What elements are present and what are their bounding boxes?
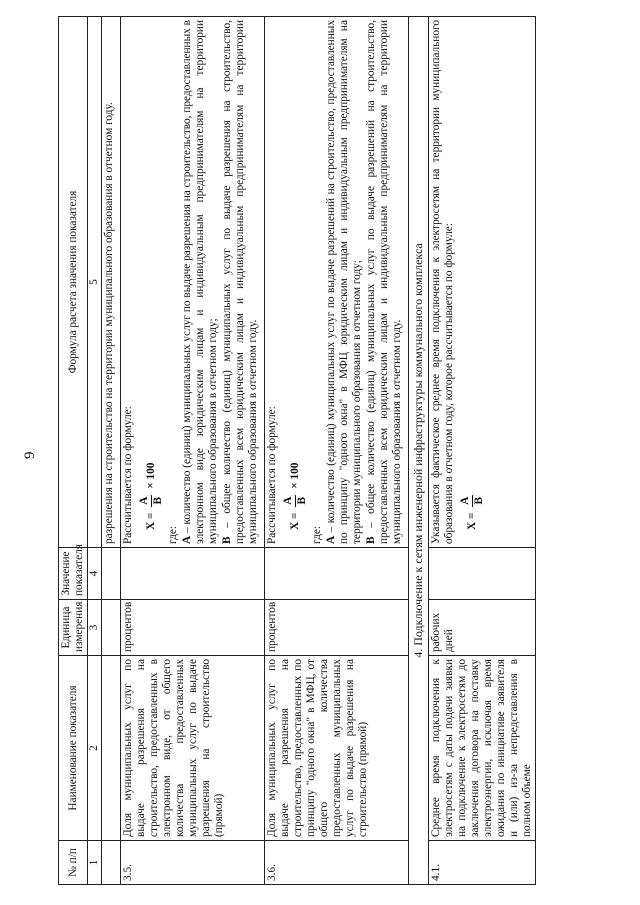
indicator-value <box>429 548 536 600</box>
col-number: 2 <box>88 656 102 841</box>
formula-intro: Указывается фактическое среднее время подключения к электросетям на территории муниципального образования в отчетном году, которое рассчитывается по формуле: <box>430 20 455 544</box>
indicator-formula <box>429 17 536 548</box>
indicator-name: Доля муниципальных услуг по выдаче разрешения на строительство, предоставленных в электронном виде, от общего количества предоставленных муниципальных услуг по выдаче разрешения на строительство (прямой) <box>121 656 265 841</box>
var-a-label: A <box>325 535 337 544</box>
col-number: 3 <box>88 600 102 656</box>
formula-expression <box>280 20 311 544</box>
continuation-formula: разрешения на строительство на территории муниципального образования в отчетном году. <box>102 17 121 548</box>
table-row-3-6 <box>265 17 409 885</box>
var-a-text: – количество (единиц) муниципальных услуг по выдаче разрешения на строительство, предоставленных в электронном виде юридическим лицам и индивидуальным предпринимателям на территории муниципального образования в отчетном году; <box>181 20 219 544</box>
section-title: 4. Подключение к сетям инженерной инфраструктуры коммунального комплекса <box>409 17 429 885</box>
formula-multiplier: × 100 <box>145 462 158 489</box>
formula-def-b <box>221 20 260 544</box>
var-b-label: B <box>365 536 377 544</box>
header-name: Наименование показателя <box>59 656 88 841</box>
header-num: № п/п <box>59 841 88 885</box>
indicator-unit: процентов <box>121 600 265 656</box>
column-numbers-row <box>88 17 102 885</box>
formula-expression <box>457 20 488 544</box>
fraction-denominator: B <box>152 496 164 505</box>
fraction <box>282 495 309 507</box>
formula-def-b <box>365 20 404 544</box>
row-number: 4.1. <box>429 841 536 885</box>
formula-x: X = <box>466 512 479 530</box>
table-row-3-5 <box>121 17 265 885</box>
var-a-text: – количество (единиц) муниципальных услуг по выдаче разрешений на строительство, предоставленных по принципу "одного окна" в МФЦ юридическим лицам и индивидуальным предпринимателям на территории муниципального образования в отчетном году; <box>325 20 363 544</box>
fraction-numerator: A <box>282 496 294 505</box>
col-number: 4 <box>88 548 102 600</box>
row-number: 3.6. <box>265 841 409 885</box>
formula-expression <box>136 20 167 544</box>
indicator-unit: процентов <box>265 600 409 656</box>
indicator-value <box>265 548 409 600</box>
formula-x: X = <box>289 512 302 530</box>
indicator-name: Доля муниципальных услуг по выдаче разрешения на строительство, предоставленных по принципу "одного окна" в МФЦ, от общего количества предоставленных муниципальных услуг по выдаче разрешения на строительство (прямой) <box>265 656 409 841</box>
section-row <box>409 17 429 885</box>
col-number: 1 <box>88 841 102 885</box>
page-number: 9 <box>22 451 38 459</box>
col-number: 5 <box>88 17 102 548</box>
row-number: 3.5. <box>121 841 265 885</box>
table-row-continuation <box>102 17 121 885</box>
indicator-name: Среднее время подключения к электросетям с даты подачи заявки на подключение к электросетям до заключения договора на поставку электроэнергии, исключая время ожидания по инициативе заявителя и (или) из-за непредставления в полном объеме <box>429 656 536 841</box>
var-a-label: A <box>181 535 193 544</box>
indicators-table <box>58 16 536 885</box>
formula-def-a <box>181 20 220 544</box>
fraction-numerator: A <box>459 496 471 505</box>
indicator-formula <box>121 17 265 548</box>
fraction-denominator: B <box>473 496 485 505</box>
table-row-4-1 <box>429 17 536 885</box>
indicator-value <box>121 548 265 600</box>
indicator-formula <box>265 17 409 548</box>
indicator-unit: рабочих дней <box>429 600 536 656</box>
fraction-denominator: B <box>296 496 308 505</box>
header-row <box>59 17 88 885</box>
formula-intro: Рассчитывается по формуле: <box>266 406 278 544</box>
header-value: Значение показателя <box>59 548 88 600</box>
fraction-numerator: A <box>138 496 150 505</box>
fraction <box>138 495 165 507</box>
formula-x: X = <box>145 512 158 530</box>
formula-where: где: <box>167 526 179 544</box>
var-b-label: B <box>221 536 233 544</box>
formula-multiplier: × 100 <box>289 462 302 489</box>
formula-intro: Рассчитывается по формуле: <box>122 406 134 544</box>
fraction <box>459 495 486 507</box>
var-b-text: – общее количество (единиц) муниципальных услуг по выдаче разрешения на строительство, предоставленных всем юридическим лицам и индивидуальным предпринимателям на территории муниципального образования в отчетном году. <box>221 20 259 544</box>
header-formula: Формула расчета значения показателя <box>59 17 88 548</box>
header-unit: Единица измерения <box>59 600 88 656</box>
formula-where: где: <box>311 526 323 544</box>
formula-def-a <box>325 20 364 544</box>
var-b-text: – общее количество (единиц) муниципальных услуг по выдаче разрешений на строительство, предоставленных всем юридическим лицам и индивидуальным предпринимателям на территории муниципального образования в отчетном году. <box>365 20 403 544</box>
